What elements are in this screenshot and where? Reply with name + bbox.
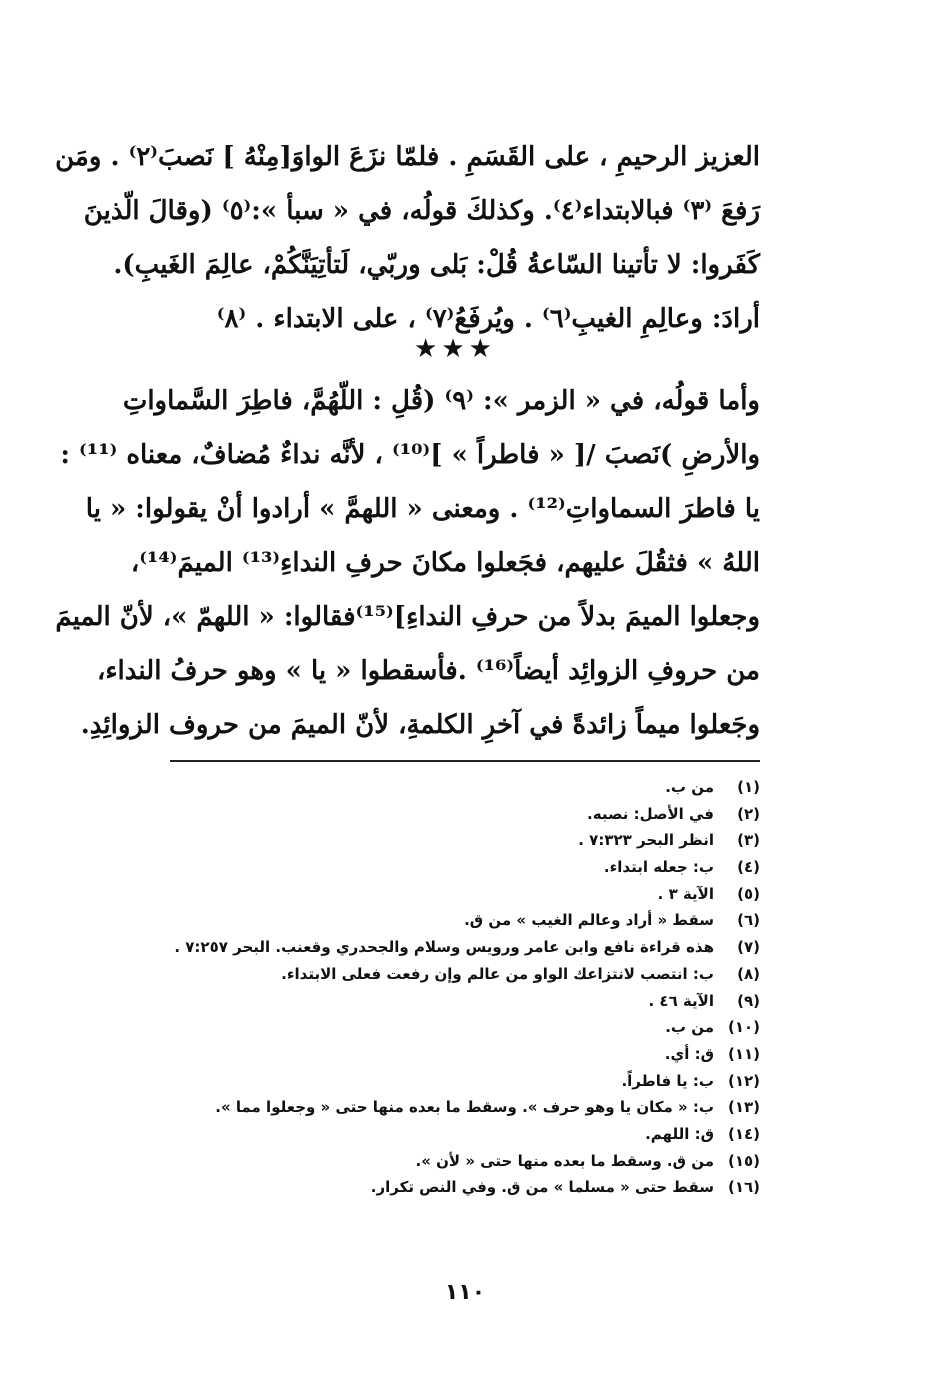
footnote-number: (٩): [737, 991, 760, 1010]
footnote-text: سقط « أراد وعالم الغيب » من ق.: [464, 911, 714, 930]
footnote-text: في الأصل: نصبه.: [587, 804, 714, 823]
text-line: وجعلوا الميمَ بدلاً من حرفِ النداءِ]⁽¹⁵⁾فقالوا: « اللهمّ »، لأنّ الميمَ: [55, 602, 760, 632]
footnote-number: (٧): [737, 938, 760, 957]
footnote: [160, 854, 760, 881]
footnote-text: من ب.: [665, 778, 714, 796]
footnote: [160, 881, 760, 908]
footnote: [160, 1174, 760, 1201]
footnote-number: (١): [737, 778, 760, 796]
footnote: [160, 907, 760, 934]
footnote-number: (١٥): [727, 1151, 760, 1170]
footnote: [160, 1121, 760, 1148]
text-line: رَفعَ ⁽٣⁾ فبالابتداء⁽٤⁾. وكذلكَ قولُه، في « سبأ »:⁽٥⁾ (وقالَ الّذينَ: [83, 196, 760, 226]
footnote-number: (١٢): [727, 1071, 760, 1090]
footnote-number: (٣): [737, 831, 760, 850]
footnotes-list: [160, 774, 760, 1201]
footnote-number: (٥): [737, 884, 760, 903]
text-line: وجَعلوا ميماً زائدةً في آخرِ الكلمةِ، لأنّ الميمَ من حروف الزوائِدِ.: [80, 710, 760, 740]
footnote-text: من ب.: [665, 1018, 714, 1037]
footnote-text: من ق. وسقط ما بعده منها حتى « لأن ».: [415, 1151, 714, 1170]
footnote: [160, 774, 760, 801]
text-line: من حروفِ الزوائِد أيضاً⁽¹⁶⁾ .فأسقطوا « يا » وهو حرفُ النداء،: [96, 656, 760, 686]
footnote: [160, 1094, 760, 1121]
section-separator-stars: ★★★: [414, 334, 496, 364]
text-line: العزيز الرحيمِ ، على القَسَمِ . فلمّا نزَعَ الواوَ[مِنْهُ ] نَصبَ⁽٢⁾ . ومَن: [55, 142, 760, 172]
footnote-number: (٢): [737, 804, 760, 823]
footnote-number: (٨): [737, 964, 760, 983]
footnote: [160, 801, 760, 828]
footnote-text: ب: « مكان يا وهو حرف ». وسقط ما بعده منها حتى « وجعلوا مما ».: [215, 1098, 714, 1117]
text-line: وأما قولُه، في « الزمر »: ⁽٩⁾ (قُلِ : اللّهُمَّ، فاطِرَ السَّماواتِ: [122, 386, 760, 416]
text-line: يا فاطرَ السماواتِ⁽¹²⁾ . ومعنى « اللهمَّ » أرادوا أنْ يقولوا: « يا: [85, 494, 760, 524]
text-line: كَفَروا: لا تأتينا السّاعةُ قُلْ: بَلى وربّي، لَتأتِيَنَّكُمْ، عالِمَ الغَيبِ).: [113, 250, 760, 280]
footnote: [160, 1068, 760, 1095]
footnote-divider: [170, 760, 760, 762]
footnote-text: الآية ٣ .: [657, 884, 714, 903]
footnote-text: ق: أي.: [664, 1044, 714, 1063]
footnote-text: الآية ٤٦ .: [648, 991, 714, 1010]
footnote: [160, 934, 760, 961]
footnote-text: ب: جعله ابتداء.: [603, 858, 714, 877]
text-line: أرادَ: وعالِمِ الغيبِ⁽٦⁾ . ويُرفَعُ⁽٧⁾ ، على الابتداء . ⁽٨⁾: [216, 304, 760, 334]
text-line: اللهُ » فثقُلَ عليهم، فجَعلوا مكانَ حرفِ النداءِ⁽¹³⁾ الميمَ⁽¹⁴⁾،: [130, 548, 760, 578]
footnote-text: سقط حتى « مسلما » من ق. وفي النص تكرار.: [370, 1178, 714, 1197]
footnote-text: ب: يا فاطراً.: [621, 1071, 714, 1090]
footnote-number: (٤): [737, 858, 760, 877]
footnote: [160, 1041, 760, 1068]
footnote: [160, 827, 760, 854]
footnote-number: (١٠): [727, 1018, 760, 1037]
footnote-number: (٦): [737, 911, 760, 930]
text-line: والأرضِ )نَصبَ /[ « فاطراً » ]⁽¹⁰⁾ ، لأنَّه نداءٌ مُضافٌ، معناه ⁽¹¹⁾ :: [60, 440, 760, 470]
footnote-text: انظر البحر ٧:٣٢٣ .: [578, 831, 714, 850]
main-text-block: [55, 130, 760, 752]
footnote-number: (١٤): [727, 1124, 760, 1143]
page-number: ١١٠: [444, 1280, 486, 1305]
footnote-text: هذه قراءة نافع وابن عامر ورويس وسلام والجحدري وقعنب. البحر ٧:٢٥٧ .: [174, 938, 714, 957]
footnote-number: (١١): [727, 1044, 760, 1063]
footnote: [160, 1148, 760, 1175]
footnote-text: ق: اللهم.: [645, 1124, 714, 1143]
footnote: [160, 1014, 760, 1041]
footnote-number: (١٦): [727, 1178, 760, 1197]
footnote: [160, 988, 760, 1015]
footnote-number: (١٣): [727, 1098, 760, 1117]
footnote-text: ب: انتصب لانتزاعك الواو من عالم وإن رفعت فعلى الابتداء.: [281, 964, 714, 983]
footnote: [160, 961, 760, 988]
